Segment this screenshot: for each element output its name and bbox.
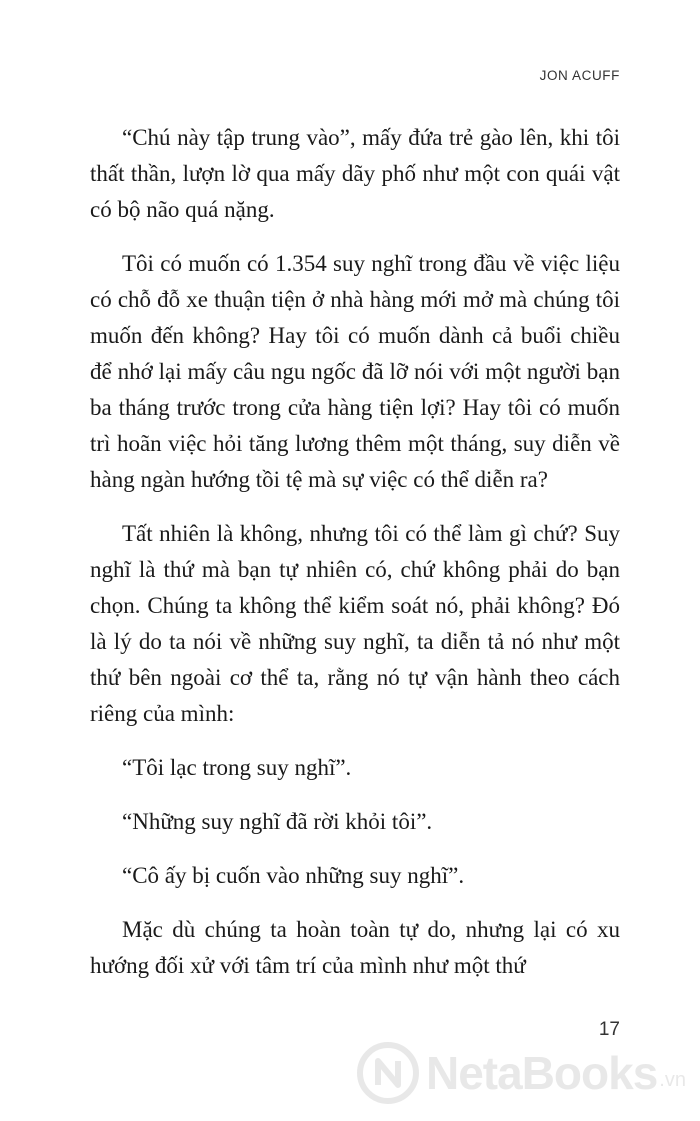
paragraph: “Chú này tập trung vào”, mấy đứa trẻ gào lên, khi tôi thất thần, lượn lờ qua mấy dãy phố như một con quái vật có bộ não quá nặng. xyxy=(90,125,620,222)
watermark-suffix: .vn xyxy=(659,1069,686,1091)
running-head: JON ACUFF xyxy=(539,68,620,83)
quoted-line: “Tôi lạc trong suy nghĩ”. xyxy=(122,755,352,780)
page-number: 17 xyxy=(598,1019,620,1040)
watermark xyxy=(356,1038,686,1108)
page-body xyxy=(90,120,620,1002)
netabooks-logo-icon xyxy=(356,1041,420,1105)
paragraph: Tôi có muốn có 1.354 suy nghĩ trong đầu về việc liệu có chỗ đỗ xe thuận tiện ở nhà hàng mới mở mà chúng tôi muốn đến không? Hay tôi có muốn dành cả buổi chiều để nhớ lại mấy câu ngu ngốc đã lỡ nói với một người bạn ba tháng trước trong cửa hàng tiện lợi? Hay tôi có muốn trì hoãn việc hỏi tăng lương thêm một tháng, suy diễn về hàng ngàn hướng tồi tệ mà sự việc có thể diễn ra? xyxy=(90,251,620,492)
watermark-brand: NetaBooks xyxy=(426,1047,658,1099)
paragraph: Mặc dù chúng ta hoàn toàn tự do, nhưng lại có xu hướng đối xử với tâm trí của mình như một thứ xyxy=(90,917,620,978)
quoted-line: “Những suy nghĩ đã rời khỏi tôi”. xyxy=(122,809,433,834)
paragraph: Tất nhiên là không, nhưng tôi có thể làm gì chứ? Suy nghĩ là thứ mà bạn tự nhiên có, chứ không phải do bạn chọn. Chúng ta không thể kiểm soát nó, phải không? Đó là lý do ta nói về những suy nghĩ, ta diễn tả nó như một thứ bên ngoài cơ thể ta, rằng nó tự vận hành theo cách riêng của mình: xyxy=(90,521,620,726)
quoted-line: “Cô ấy bị cuốn vào những suy nghĩ”. xyxy=(122,863,465,888)
